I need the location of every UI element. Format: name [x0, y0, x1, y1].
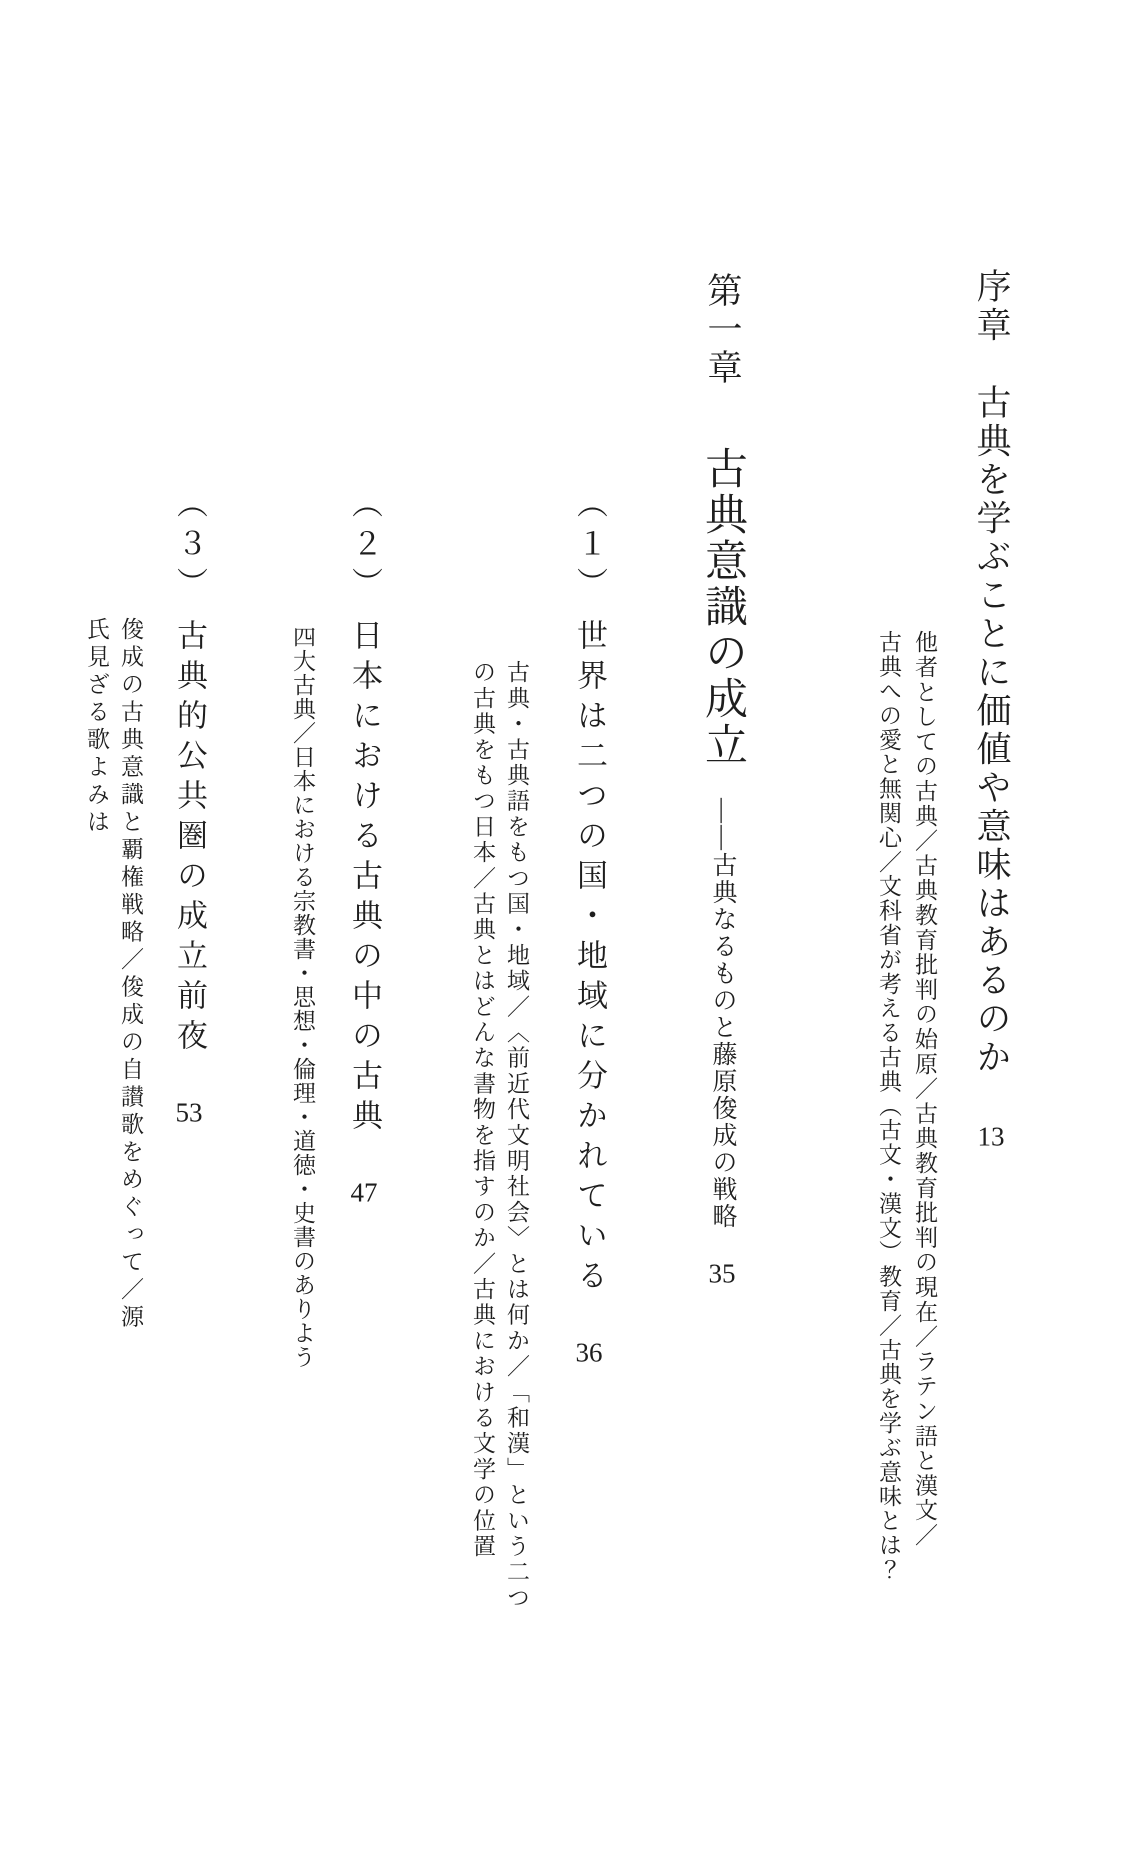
intro-chapter-topics-column-1: 他者としての古典／古典教育批判の始原／古典教育批判の現在／ラテン語と漢文／ — [912, 630, 937, 1548]
section-2-topics-column-1: 四大古典／日本における宗教書・思想・倫理・道徳・史書のありよう — [290, 625, 315, 1369]
section-1-title: 世界は二つの国・地域に分かれている — [572, 619, 607, 1299]
section-3-topics-column-2: 氏見ざる歌よみは — [84, 617, 109, 837]
section-1-topics-column-2: の古典をもつ日本／古典とはどんな書物を指すのか／古典における文学の位置 — [470, 660, 495, 1560]
intro-chapter-title: 古典を学ぶことに価値や意味はあるのか — [972, 384, 1011, 1077]
chapter1-page-number: 35 — [708, 1259, 736, 1287]
section-2-number: （２） — [347, 487, 382, 607]
section-3-title: 古典的公共圏の成立前夜 — [172, 619, 207, 1059]
section-2-title: 日本における古典の中の古典 — [347, 619, 382, 1139]
intro-chapter-label: 序章 — [972, 268, 1011, 345]
section-1-number: （１） — [572, 487, 607, 607]
intro-chapter-heading — [974, 268, 1009, 1150]
section-1-page-number: 36 — [575, 1339, 603, 1366]
section-3-page-number: 53 — [175, 1099, 203, 1126]
section-1-heading — [574, 487, 605, 1366]
section-3-number: （３） — [172, 487, 207, 607]
chapter1-subtitle: ――古典なるものと藤原俊成の戦略 — [709, 797, 736, 1230]
section-3-topics-column-1: 俊成の古典意識と覇権戦略／俊成の自讃歌をめぐって／源 — [118, 617, 143, 1332]
chapter1-label: 第一章 — [703, 272, 742, 388]
intro-chapter-topics-column-2: 古典への愛と無関心／文科省が考える古典（古文・漢文）教育／古典を学ぶ意味とは？ — [876, 630, 901, 1582]
section-3-heading — [174, 487, 205, 1126]
intro-chapter-page-number: 13 — [977, 1123, 1005, 1150]
section-2-heading — [349, 487, 380, 1206]
section-2-page-number: 47 — [350, 1179, 378, 1206]
chapter1-heading — [701, 272, 744, 1287]
section-1-topics-column-1: 古典・古典語をもつ国・地域／〈前近代文明社会〉とは何か／「和漢」という二つ — [504, 660, 529, 1611]
chapter1-title: 古典意識の成立 — [699, 445, 746, 768]
